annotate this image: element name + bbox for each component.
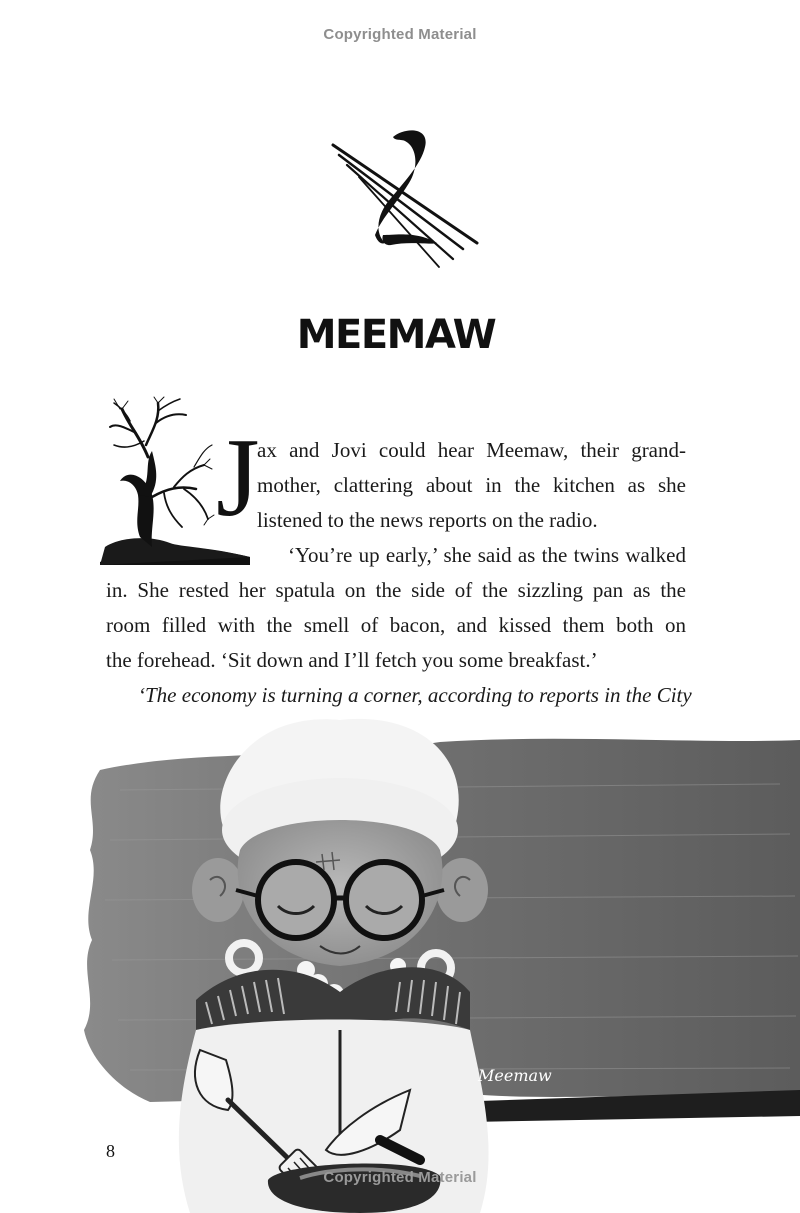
- chapter-number-mark: [325, 125, 490, 270]
- glasses-left: [258, 862, 334, 938]
- copyright-watermark-bottom: Copyrighted Material: [323, 1169, 477, 1186]
- chapter-title: MEEMAW: [296, 312, 496, 358]
- text-line: mother, clattering about in the kitchen as she: [257, 473, 686, 497]
- body-text: [106, 433, 692, 713]
- text-line: room filled with the smell of bacon, and kissed them both on: [106, 613, 686, 637]
- copyright-watermark-top: Copyrighted Material: [323, 26, 477, 43]
- meemaw-illustration: [0, 730, 800, 1213]
- text-line: ‘The economy is turning a corner, according to reports in the City: [138, 683, 692, 707]
- page-number: 8: [106, 1141, 115, 1161]
- text-line: listened to the news reports on the radio.: [257, 508, 598, 532]
- text-line: the forehead. ‘Sit down and I’ll fetch you some breakfast.’: [106, 648, 598, 672]
- text-line: ax and Jovi could hear Meemaw, their grand-: [257, 438, 686, 462]
- glasses-right: [346, 862, 422, 938]
- text-line: ‘You’re up early,’ she said as the twins walked: [288, 543, 686, 567]
- drop-cap-letter: J: [216, 416, 260, 540]
- illustration-signature: Meemaw: [478, 1066, 552, 1085]
- text-line: in. She rested her spatula on the side of the sizzling pan as the: [106, 578, 686, 602]
